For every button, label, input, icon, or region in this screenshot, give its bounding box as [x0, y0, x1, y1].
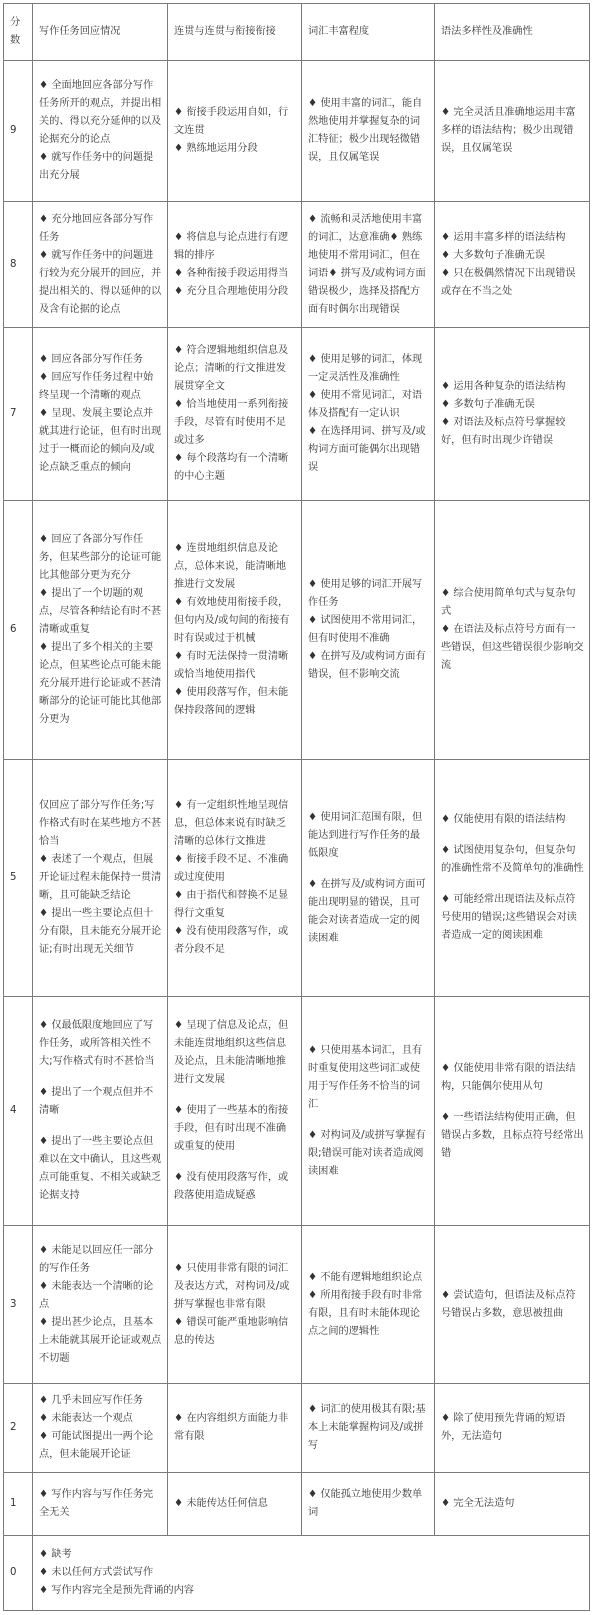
header-lexical: 词汇丰富程度: [302, 4, 435, 61]
spacer: [441, 878, 584, 891]
rubric-row: [4, 1472, 590, 1535]
descriptor-item: ♦ 在选择用词、拼写及/或构词方面可能偶尔出现错误: [308, 426, 426, 474]
score-cell: 2: [4, 1384, 33, 1473]
descriptor-item: ♦ 由于指代和替换不足显得行文重复: [174, 890, 289, 920]
descriptor-item: ♦ 仅最低限度地回应了写作任务，或所答相关性不大;写作格式有时不甚恰当: [39, 1020, 155, 1068]
spacer: [39, 1071, 162, 1084]
descriptor-item: ♦ 试图使用不常用词汇，但有时使用不准确: [308, 615, 423, 645]
descriptor-item: ♦ 熟练地运用分段: [174, 143, 258, 155]
descriptor-item: ♦ 回应写作任务过程中始终呈现一个清晰的观点: [39, 372, 154, 402]
grammar-cell: [435, 328, 590, 501]
coherence-cell: [168, 501, 302, 760]
descriptor-item: ♦ 充分且合理地使用分段: [174, 285, 289, 297]
lexical-cell: [302, 501, 435, 760]
coherence-cell: [168, 997, 302, 1226]
descriptor-item: ♦ 完全灵活且准确地运用丰富多样的语法结构；极少出现错误，且仅属笔误: [441, 107, 576, 155]
descriptor-item: ♦ 尝试造句，但语法及标点符号错误占多数，意思被扭曲: [441, 1289, 576, 1319]
descriptor-item: ♦ 大多数句子准确无误: [441, 249, 546, 261]
descriptor-item: ♦ 恰当地使用一系列衔接手段，尽管有时使用不足或过多: [174, 399, 289, 447]
spacer: [39, 1120, 162, 1133]
descriptor-item: ♦ 每个段落均有一个清晰的中心主题: [174, 453, 289, 483]
descriptor-item: ♦ 提出了一个切题的观点，尽管各种结论有时不甚清晰或重复: [39, 588, 162, 636]
descriptor-item: ♦ 连贯地组织信息及论点，总体来说，能清晰地推进行文发展: [174, 543, 287, 591]
header-score: 分数: [4, 4, 33, 61]
descriptor-item: ♦ 符合逻辑地组织信息及论点；清晰的行文推进发展贯穿全文: [174, 345, 289, 393]
descriptor-item: ♦ 写作内容与写作任务完全无关: [39, 1488, 154, 1518]
descriptor-item: ♦ 呈现、发展主要论点并就其进行论证，但有时出现过于一概而论的倾向及/或论点缺乏重点的倾向: [39, 408, 162, 474]
header-task-response: 写作任务回应情况: [33, 4, 168, 61]
descriptor-item: ♦ 提出了一些主要论点但难以在文中确认，且这些观点可能重复、不相关或缺乏论据支持: [39, 1136, 162, 1202]
grammar-cell: [435, 760, 590, 997]
descriptor-item: ♦ 所用衔接手段有时非常有限，且有时未能体现论点之间的逻辑性: [308, 1289, 423, 1337]
descriptor-item: ♦ 缺考: [39, 1548, 72, 1560]
descriptor-item: ♦ 呈现了信息及论点，但未能连贯地组织这些信息及论点，且未能清晰地推进行文发展: [174, 1020, 289, 1086]
descriptor-item: ♦ 有时无法保持一贯清晰或恰当地使用指代: [174, 651, 289, 681]
lexical-cell: [302, 760, 435, 997]
descriptor-item: ♦ 未能传达任何信息: [174, 1497, 268, 1509]
spacer: [441, 1096, 584, 1109]
descriptor-item: ♦ 衔接手段不足、不准确或过度使用: [174, 854, 289, 884]
descriptor-item: ♦ 提出了一个观点但并不清晰: [39, 1087, 154, 1117]
spacer: [308, 863, 429, 876]
grammar-cell: [435, 61, 590, 202]
descriptor-item: ♦ 未能表达一个观点: [39, 1412, 133, 1424]
descriptor-item: ♦ 只使用基本词汇，且有时重复使用这些词汇或使用于写作任务不恰当的词汇: [308, 1044, 423, 1110]
grammar-cell: [435, 997, 590, 1226]
task-response-cell: [33, 501, 168, 760]
descriptor-item: ♦ 可能经常出现语法及标点符号使用的错误;这些错误会对读者造成一定的阅读困难: [441, 894, 577, 942]
coherence-cell: [168, 760, 302, 997]
descriptor-item: ♦ 在内容组织方面能力非常有限: [174, 1412, 289, 1442]
descriptor-item: ♦ 衔接手段运用自如，行文连贯: [174, 107, 289, 137]
coherence-cell: [168, 61, 302, 202]
descriptor-item: ♦ 多数句子准确无误: [441, 399, 535, 411]
descriptor-item: ♦ 就写作任务中的问题进行较为充分展开的回应，并提出相关的、得以延伸的以及含有论据的论点: [39, 249, 162, 315]
grammar-cell: [435, 1472, 590, 1535]
lexical-cell: [302, 1472, 435, 1535]
score-cell: 8: [4, 202, 33, 328]
descriptor-item: ♦ 在语法及标点符号方面有一些错误，但这些错误很少影响交流: [441, 624, 584, 672]
descriptor-item: ♦ 没有使用段落写作，或者分段不足: [174, 926, 289, 956]
descriptor-item: ♦ 流畅和灵活地使用丰富的词汇，达意准确♦ 熟练地使用不常用词汇，但在词语♦ 拼写及/或构词方面错误极少，选择及搭配方面有时偶尔出现错误: [308, 213, 426, 315]
descriptor-item: ♦ 试图使用复杂句，但复杂句的准确性常不及简单句的准确性: [441, 845, 584, 875]
descriptor-item: ♦ 将信息与论点进行有逻辑的排序: [174, 231, 289, 261]
descriptor-item: ♦ 就写作任务中的问题提出充分展: [39, 152, 154, 182]
descriptor-item: ♦ 有一定组织性地呈现信息，但总体来说有时缺乏清晰的总体行文推进: [174, 800, 289, 848]
descriptor-item: ♦ 全面地回应各部分写作任务所开的观点，并提出相关的、得以充分延伸的以及论据充分的论点: [39, 80, 162, 146]
rubric-row: [4, 61, 590, 202]
descriptor-item: ♦ 未能足以回应任一部分的写作任务: [39, 1244, 154, 1274]
rubric-row: [4, 1226, 590, 1384]
coherence-cell: [168, 1384, 302, 1473]
descriptor-item: ♦ 运用丰富多样的语法结构: [441, 231, 566, 243]
descriptor-item: ♦ 未能表达一个清晰的论点: [39, 1280, 154, 1310]
coherence-cell: [168, 202, 302, 328]
score-cell: 6: [4, 501, 33, 760]
lexical-cell: [302, 328, 435, 501]
rubric-body: [4, 61, 590, 1611]
rubric-row: [4, 501, 590, 760]
descriptor-item: 仅回应了部分写作任务;写作格式有时在某些地方不甚恰当: [39, 800, 162, 848]
descriptor-item: ♦ 完全无法造句: [441, 1497, 515, 1509]
lexical-cell: [302, 1384, 435, 1473]
task-response-cell: [33, 328, 168, 501]
grammar-cell: [435, 202, 590, 328]
task-response-cell: [33, 760, 168, 997]
rubric-row: [4, 328, 590, 501]
spacer: [308, 1114, 429, 1127]
task-response-cell: [33, 61, 168, 202]
lexical-cell: [302, 1226, 435, 1384]
descriptor-item: ♦ 在拼写及/或构词方面有错误，但不影响交流: [308, 651, 426, 681]
grammar-cell: [435, 1384, 590, 1473]
descriptor-item: ♦ 表述了一个观点，但展开论证过程未能保持一贯清晰，且可能缺乏结论: [39, 854, 162, 902]
descriptor-item: ♦ 使用足够的词汇，体现一定灵活性及准确性: [308, 354, 423, 384]
coherence-cell: [168, 1472, 302, 1535]
descriptor-item: ♦ 使用了一些基本的衔接手段，但有时出现不准确或重复的使用: [174, 1105, 289, 1153]
lexical-cell: [302, 202, 435, 328]
score-cell: 0: [4, 1535, 33, 1610]
descriptor-item: ♦ 未以任何方式尝试写作: [39, 1566, 154, 1578]
descriptor-item: ♦ 使用段落写作，但未能保持段落间的逻辑: [174, 687, 289, 717]
coherence-cell: [168, 328, 302, 501]
descriptor-item: ♦ 提出一些主要论点但十分有限，且未能充分展开论证;有时出现无关细节: [39, 908, 162, 956]
descriptor-item: ♦ 充分地回应各部分写作任务: [39, 213, 154, 243]
descriptor-item: ♦ 综合使用简单句式与复杂句式: [441, 588, 576, 618]
descriptor-item: ♦ 词汇的使用极其有限;基本上未能掌握构词及/或拼写: [308, 1403, 426, 1451]
descriptor-item: ♦ 仅能使用非常有限的语法结构，只能偶尔使用从句: [441, 1062, 576, 1092]
descriptor-item: ♦ 使用不常见词汇，对语体及搭配有一定认识: [308, 390, 423, 420]
descriptor-item: ♦ 只在极偶然情况下出现错误或存在不当之处: [441, 267, 576, 297]
descriptor-item: ♦ 仅能使用有限的语法结构: [441, 814, 566, 826]
descriptor-item: ♦ 不能有逻辑地组织论点: [308, 1271, 423, 1283]
descriptor-item: ♦ 只使用非常有限的词汇及表达方式，对构词及/或拼写掌握也非常有限: [174, 1262, 290, 1310]
descriptor-item: ♦ 几乎未回应写作任务: [39, 1394, 144, 1406]
spacer: [174, 1156, 296, 1169]
score-cell: 1: [4, 1472, 33, 1535]
descriptor-item: ♦ 回应了各部分写作任务，但某些部分的论证可能比其他部分更为充分: [39, 534, 162, 582]
grammar-cell: [435, 501, 590, 760]
score-cell: 9: [4, 61, 33, 202]
descriptor-item: ♦ 使用丰富的词汇，能自然地使用并掌握复杂的词汇特征；极少出现轻微错误，且仅属笔误: [308, 98, 423, 164]
rubric-row: [4, 202, 590, 328]
task-response-cell: [33, 1384, 168, 1473]
rubric-row: [4, 1535, 590, 1610]
rubric-row: [4, 997, 590, 1226]
rubric-row: [4, 760, 590, 997]
descriptor-item: ♦ 在拼写及/或构词方面可能出现明显的错误，且可能会对读者造成一定的阅读困难: [308, 878, 426, 944]
coherence-cell: [168, 1226, 302, 1384]
rubric-row: [4, 1384, 590, 1473]
descriptor-item: ♦ 提出甚少论点，且基本上未能就其展开论证或观点不切题: [39, 1316, 162, 1364]
score-cell: 4: [4, 997, 33, 1226]
rubric-table: [3, 3, 590, 1611]
score-cell: 5: [4, 760, 33, 997]
descriptor-item: ♦ 回应各部分写作任务: [39, 354, 144, 366]
descriptor-item: ♦ 仅能孤立地使用少数单词: [308, 1488, 423, 1518]
spacer: [441, 829, 584, 842]
header-row: [4, 4, 590, 61]
score-cell: 7: [4, 328, 33, 501]
task-response-cell: [33, 202, 168, 328]
descriptor-item: ♦ 提出了多个相关的主要论点，但某些论点可能未能充分展开进行论证或不甚清晰部分的论证可能比其他部分更为: [39, 642, 162, 726]
descriptor-item: ♦ 除了使用预先背诵的短语外，无法造句: [441, 1412, 566, 1442]
descriptor-item: ♦ 使用足够的词汇开展写作任务: [308, 579, 423, 609]
descriptor-item: ♦ 可能试图提出一两个论点，但未能展开论证: [39, 1430, 154, 1460]
descriptor-item: ♦ 对语法及标点符号掌握较好，但有时出现少许错误: [441, 417, 566, 447]
task-response-cell: [33, 1535, 590, 1610]
descriptor-item: ♦ 使用词汇范围有限，但能达到进行写作任务的最低限度: [308, 811, 423, 859]
task-response-cell: [33, 1472, 168, 1535]
spacer: [174, 1089, 296, 1102]
descriptor-item: ♦ 写作内容完全是预先背诵的内容: [39, 1584, 194, 1596]
lexical-cell: [302, 61, 435, 202]
descriptor-item: ♦ 对构词及/或拼写掌握有限;错误可能对读者造成阅读困难: [308, 1129, 426, 1177]
lexical-cell: [302, 997, 435, 1226]
descriptor-item: ♦ 没有使用段落写作，或段落使用造成疑惑: [174, 1172, 289, 1202]
header-grammar: 语法多样性及准确性: [435, 4, 590, 61]
descriptor-item: ♦ 错误可能严重地影响信息的传达: [174, 1316, 289, 1346]
score-cell: 3: [4, 1226, 33, 1384]
descriptor-item: ♦ 各种衔接手段运用得当: [174, 267, 289, 279]
header-coherence: 连贯与连贯与衔接衔接: [168, 4, 302, 61]
task-response-cell: [33, 1226, 168, 1384]
task-response-cell: [33, 997, 168, 1226]
descriptor-item: ♦ 有效地使用衔接手段，但句内及/或句间的衔接有时有误或过于机械: [174, 597, 290, 645]
descriptor-item: ♦ 运用各种复杂的语法结构: [441, 381, 566, 393]
descriptor-item: ♦ 一些语法结构使用正确，但错误占多数，且标点符号经常出错: [441, 1111, 584, 1159]
grammar-cell: [435, 1226, 590, 1384]
